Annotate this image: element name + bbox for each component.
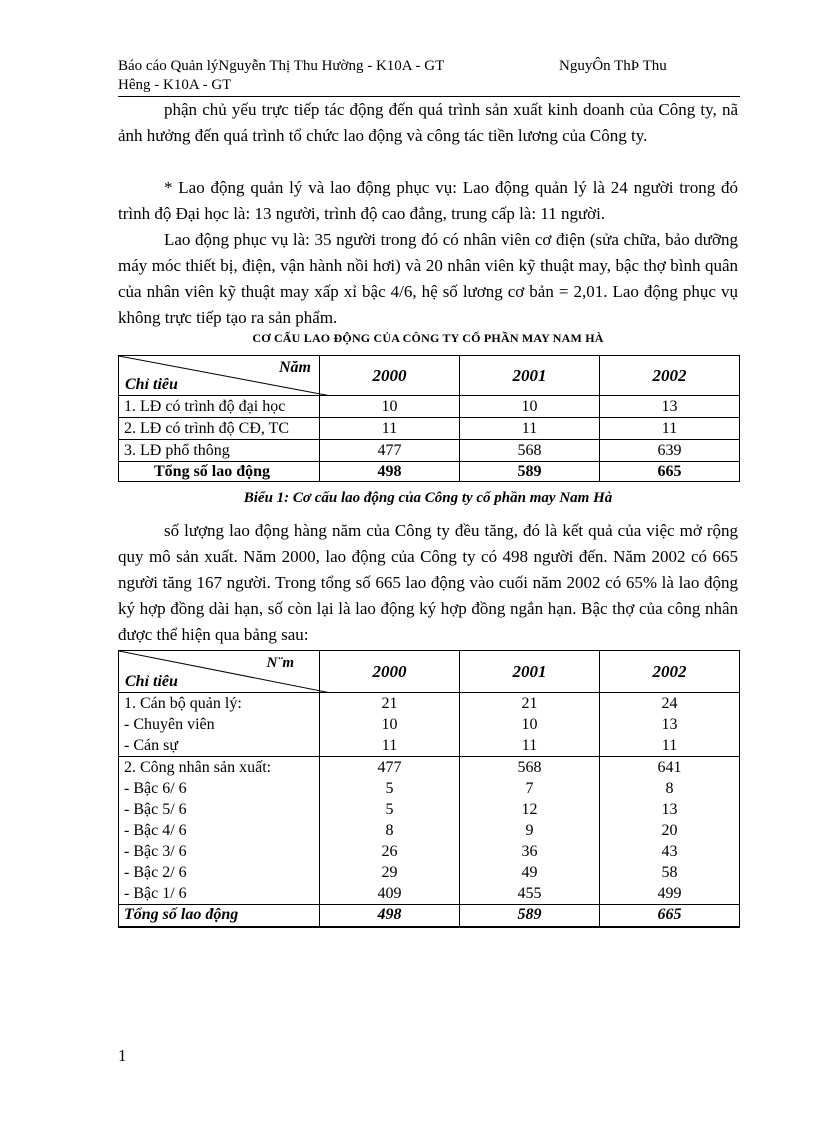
- cell-value: 13: [600, 799, 740, 820]
- total-value: 498: [320, 462, 460, 482]
- cell-value: 10: [460, 714, 600, 735]
- cell-value: 24: [600, 693, 740, 715]
- header-line2: Hêng - K10A - GT: [118, 77, 232, 93]
- cell-value: 10: [460, 396, 600, 418]
- table1-year: 2001: [460, 356, 600, 396]
- table-row: [119, 883, 740, 905]
- row-label: 3. LĐ phổ thông: [119, 440, 320, 462]
- table-row: [119, 714, 740, 735]
- total-label: Tổng số lao động: [119, 905, 320, 927]
- cell-value: 7: [460, 778, 600, 799]
- table-row: [119, 820, 740, 841]
- header-left: Báo cáo Quản lýNguyễn Thị Thu Hường - K10A - GT: [118, 58, 445, 74]
- table-row: [119, 440, 740, 462]
- table1-corner-criteria: Chỉ tiêu: [125, 376, 178, 393]
- cell-value: 21: [460, 693, 600, 715]
- table2-year: 2000: [320, 651, 460, 693]
- cell-value: 477: [320, 757, 460, 779]
- paragraph-1: phận chủ yếu trực tiếp tác động đến quá trình sản xuất kinh doanh của Công ty, nã ảnh hưởng đến quá trình tổ chức lao động và công tác tiền lương của Công ty.: [118, 100, 738, 145]
- worker-grade-table: [118, 650, 740, 928]
- table-row: [119, 799, 740, 820]
- table-row: [119, 778, 740, 799]
- row-label: - Bậc 6/ 6: [119, 778, 320, 799]
- table-row: [119, 418, 740, 440]
- row-label: 2. Công nhân sản xuất:: [119, 757, 320, 779]
- table2-corner-year: N¨m: [266, 655, 294, 671]
- table-total-row: [119, 905, 740, 927]
- cell-value: 11: [460, 418, 600, 440]
- cell-value: 29: [320, 862, 460, 883]
- table-row: [119, 735, 740, 757]
- cell-value: 26: [320, 841, 460, 862]
- cell-value: 568: [460, 757, 600, 779]
- cell-value: 455: [460, 883, 600, 905]
- table2-year: 2001: [460, 651, 600, 693]
- total-label: Tổng số lao động: [119, 462, 320, 482]
- cell-value: 568: [460, 440, 600, 462]
- table1-corner-cell: [119, 356, 320, 396]
- cell-value: 58: [600, 862, 740, 883]
- labor-structure-table: [118, 355, 740, 482]
- cell-value: 43: [600, 841, 740, 862]
- cell-value: 13: [600, 714, 740, 735]
- total-value: 589: [460, 462, 600, 482]
- row-label: - Bậc 1/ 6: [119, 883, 320, 905]
- table-row: [119, 757, 740, 779]
- cell-value: 21: [320, 693, 460, 715]
- table-row: [119, 862, 740, 883]
- cell-value: 10: [320, 396, 460, 418]
- total-value: 498: [320, 905, 460, 927]
- cell-value: 5: [320, 799, 460, 820]
- paragraph-4: số lượng lao động hàng năm của Công ty đều tăng, đó là kết quả của việc mở rộng quy mô sản xuất. Năm 2000, lao động của Công ty có 498 người đến. Năm 2002 có 665 người tăng 167 người. Trong tổng số 665 lao động vào cuối năm 2002 có 65% là lao động ký hợp đồng dài hạn, số còn lại là lao động ký hợp đồng ngắn hạn. Bậc thợ của công nhân được thể hiện qua bảng sau:: [118, 521, 738, 644]
- cell-value: 49: [460, 862, 600, 883]
- cell-value: 12: [460, 799, 600, 820]
- cell-value: 11: [320, 735, 460, 757]
- table-row: [119, 693, 740, 715]
- cell-value: 11: [600, 735, 740, 757]
- cell-value: 639: [600, 440, 740, 462]
- cell-value: 641: [600, 757, 740, 779]
- cell-value: 8: [320, 820, 460, 841]
- cell-value: 9: [460, 820, 600, 841]
- table1-caption: CƠ CẤU LAO ĐỘNG CỦA CÔNG TY CỔ PHẦN MAY NAM HÀ: [252, 331, 604, 345]
- table1-footnote: Biểu 1: Cơ cấu lao động của Công ty cổ phần may Nam Hà: [243, 490, 613, 506]
- table2-corner-cell: [119, 651, 320, 693]
- table-total-row: [119, 462, 740, 482]
- total-value: 665: [600, 462, 740, 482]
- cell-value: 11: [460, 735, 600, 757]
- row-label: - Cán sự: [119, 735, 320, 757]
- total-value: 589: [460, 905, 600, 927]
- table1-corner-year: Năm: [279, 359, 311, 376]
- table-row: [119, 396, 740, 418]
- cell-value: 499: [600, 883, 740, 905]
- page-number: 1: [118, 1046, 127, 1065]
- cell-value: 409: [320, 883, 460, 905]
- cell-value: 36: [460, 841, 600, 862]
- table1-year: 2000: [320, 356, 460, 396]
- row-label: - Bậc 4/ 6: [119, 820, 320, 841]
- table2-year: 2002: [600, 651, 740, 693]
- table-row: [119, 841, 740, 862]
- cell-value: 11: [320, 418, 460, 440]
- cell-value: 13: [600, 396, 740, 418]
- table1-year: 2002: [600, 356, 740, 396]
- row-label: - Chuyên viên: [119, 714, 320, 735]
- row-label: 1. LĐ có trình độ đại học: [119, 396, 320, 418]
- header-right: NguyÔn ThÞ Thu: [559, 58, 667, 74]
- cell-value: 20: [600, 820, 740, 841]
- row-label: - Bậc 5/ 6: [119, 799, 320, 820]
- row-label: 1. Cán bộ quản lý:: [119, 693, 320, 715]
- cell-value: 8: [600, 778, 740, 799]
- cell-value: 477: [320, 440, 460, 462]
- row-label: - Bậc 2/ 6: [119, 862, 320, 883]
- cell-value: 5: [320, 778, 460, 799]
- cell-value: 10: [320, 714, 460, 735]
- row-label: 2. LĐ có trình độ CĐ, TC: [119, 418, 320, 440]
- table2-corner-criteria: Chỉ tiêu: [125, 673, 178, 690]
- paragraph-2: * Lao động quản lý và lao động phục vụ: Lao động quản lý là 24 người trong đó trình độ Đại học là: 13 người, trình độ cao đẳng, trung cấp là: 11 người.: [118, 178, 738, 223]
- cell-value: 11: [600, 418, 740, 440]
- total-value: 665: [600, 905, 740, 927]
- paragraph-3: Lao động phục vụ là: 35 người trong đó có nhân viên cơ điện (sửa chữa, bảo dưỡng máy móc thiết bị, điện, vận hành nồi hơi) và 20 nhân viên kỹ thuật may, bậc thợ bình quân của nhân viên kỹ thuật may xấp xỉ bậc 4/6, hệ số lương cơ bản = 2,01. Lao động phục vụ không trực tiếp tạo ra sản phẩm.: [118, 230, 738, 327]
- row-label: - Bậc 3/ 6: [119, 841, 320, 862]
- page-header: [118, 57, 738, 95]
